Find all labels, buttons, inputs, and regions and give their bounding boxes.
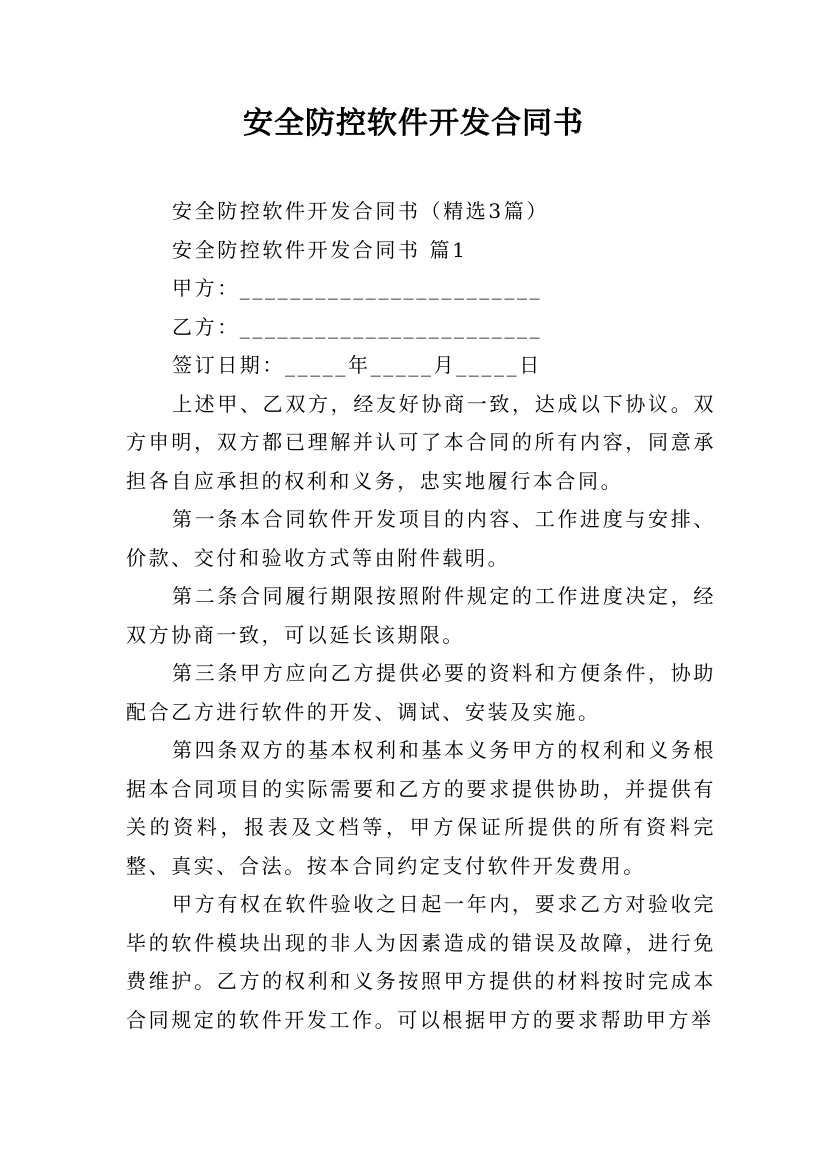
paragraph-article-1: 第一条本合同软件开发项目的内容、工作进度与安排、价款、交付和验收方式等由附件载明。: [126, 507, 716, 570]
party-b-line: 乙方：________________________: [172, 314, 543, 339]
signing-date-line: 签订日期：_____年_____月_____日: [172, 353, 542, 377]
paragraph-article-2: 第二条合同履行期限按照附件规定的工作进度决定，经双方协商一致，可以延长该期限。: [126, 584, 716, 647]
party-a-line: 甲方：________________________: [172, 276, 543, 300]
paragraph-preamble: 上述甲、乙双方，经友好协商一致，达成以下协议。双方申明，双方都已理解并认可了本合同的所有内容，同意承担各自应承担的权利和义务，忠实地履行本合同。: [126, 391, 716, 493]
paragraph-section-heading: 安全防控软件开发合同书 篇1: [172, 237, 468, 262]
paragraph-article-4: 第四条双方的基本权利和基本义务甲方的权利和义务根据本合同项目的实际需要和乙方的要求提供协助，并提供有关的资料，报表及文档等，甲方保证所提供的所有资料完整、真实、合法。按本合同约定支付软件开发费用。: [126, 738, 716, 878]
paragraph-subtitle: 安全防控软件开发合同书（精选3篇）: [172, 199, 549, 223]
document-body: [126, 192, 716, 1039]
document-title: 安全防控软件开发合同书: [243, 106, 584, 141]
paragraph-party-a-rights: 甲方有权在软件验收之日起一年内，要求乙方对验收完毕的软件模块出现的非人为因素造成的错误及故障，进行免费维护。乙方的权利和义务按照甲方提供的材料按时完成本合同规定的软件开发工作。可以根据甲方的要求帮助甲方举: [126, 892, 716, 1032]
paragraph-article-3: 第三条甲方应向乙方提供必要的资料和方便条件，协助配合乙方进行软件的开发、调试、安装及实施。: [126, 661, 716, 724]
